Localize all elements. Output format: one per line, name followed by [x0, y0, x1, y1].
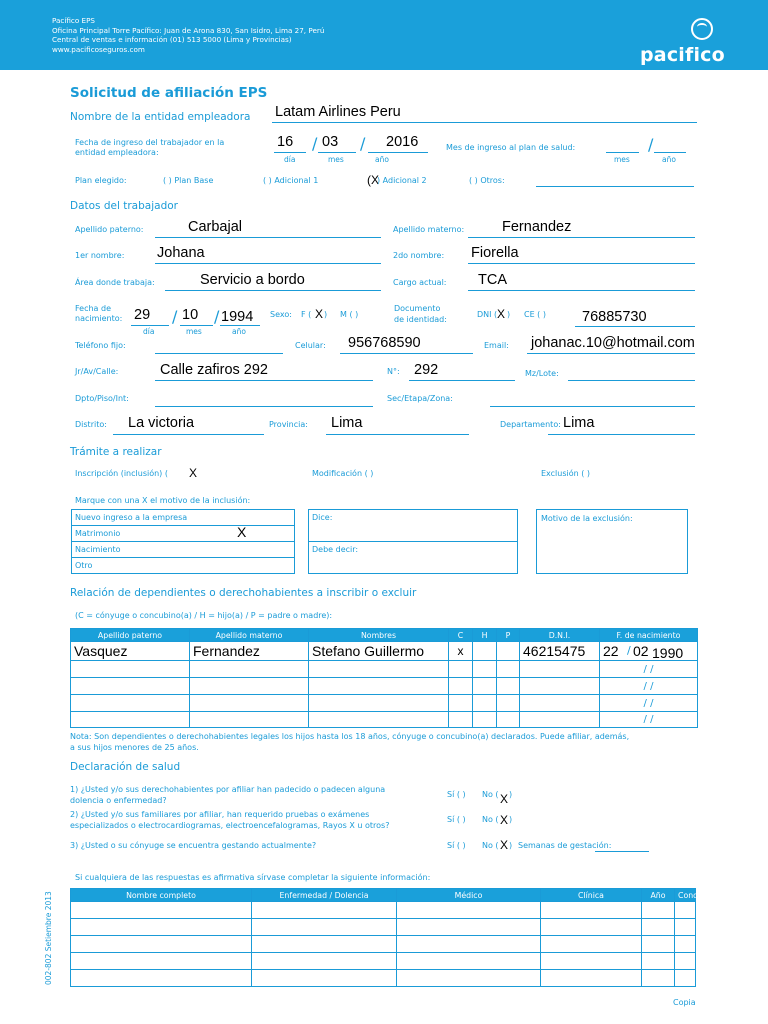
number-label: N°: [387, 367, 400, 376]
q2-yes[interactable]: Sí ( ) [447, 815, 466, 824]
col-c: C [449, 629, 473, 642]
cell[interactable] [473, 712, 497, 728]
inscription-mark[interactable]: X [189, 466, 198, 480]
dependents-table [70, 628, 698, 728]
reason-birth[interactable]: Nacimiento [72, 542, 294, 558]
cell[interactable] [71, 936, 252, 953]
date-slashes[interactable]: / / [600, 678, 698, 695]
table-row [71, 970, 696, 987]
q3-no[interactable]: No ( [482, 841, 499, 850]
street-label: Jr/Av/Calle: [75, 367, 119, 376]
dep-birth-month: 02 [633, 643, 649, 659]
col-p: P [497, 629, 520, 642]
q1-yes[interactable]: Sí ( ) [447, 790, 466, 799]
entry-day-line [274, 152, 306, 153]
table-row [71, 712, 698, 728]
cell[interactable] [71, 695, 190, 712]
sector-label: Sec/Etapa/Zona: [387, 394, 453, 403]
phone-line [155, 353, 283, 354]
area-value[interactable]: Servicio a bordo [200, 272, 305, 288]
number-line [409, 380, 515, 381]
q2-no-mark[interactable]: X [500, 813, 509, 827]
cell[interactable] [541, 936, 642, 953]
exclusion-reason-box[interactable] [536, 509, 688, 574]
cell[interactable] [190, 695, 309, 712]
col-names: Nombres [309, 629, 449, 642]
plan-adicional2-mark[interactable]: (X [367, 173, 379, 187]
sub-year: año [662, 155, 676, 164]
table-row [71, 642, 698, 661]
company-phone: Central de ventas e información (01) 513 5000 (Lima y Provincias) [52, 35, 292, 45]
exclusion-option[interactable]: Exclusión ( ) [541, 469, 591, 478]
date-slashes[interactable]: / / [600, 695, 698, 712]
cell[interactable] [675, 970, 696, 987]
cell[interactable] [675, 953, 696, 970]
q2-text-2: especializados o electrocardiogramas, electroencefalogramas, Rayos X u otros? [70, 821, 390, 830]
col-full-name: Nombre completo [71, 889, 252, 902]
should-say-field[interactable]: Debe decir: [312, 545, 359, 554]
block-label: Mz/Lote: [525, 369, 559, 378]
mobile-value[interactable]: 956768590 [348, 335, 421, 351]
cell[interactable] [642, 902, 675, 919]
cell[interactable] [190, 661, 309, 678]
date-slash: / [360, 134, 366, 153]
dep-maternal[interactable]: Fernandez [190, 642, 309, 661]
area-line [165, 290, 381, 291]
pacifico-logo-icon [691, 18, 713, 40]
paternal-label: Apellido paterno: [75, 225, 144, 234]
cell[interactable] [190, 678, 309, 695]
phone-label: Teléfono fijo: [75, 341, 126, 350]
department-label: Departamento: [500, 420, 561, 429]
col-birth: F. de nacimiento [600, 629, 698, 642]
company-web: www.pacificoseguros.com [52, 44, 145, 54]
street-line [155, 380, 373, 381]
cell[interactable] [642, 970, 675, 987]
entry-year-line [368, 152, 428, 153]
date-slash: / [172, 307, 178, 326]
birth-month-line [180, 325, 213, 326]
cell[interactable] [520, 712, 600, 728]
table-row [71, 661, 698, 678]
maternal-line [468, 237, 695, 238]
sub-day: día [143, 327, 155, 336]
date-slash: / [312, 134, 318, 153]
cell[interactable] [497, 695, 520, 712]
mobile-line [340, 353, 473, 354]
position-value[interactable]: TCA [478, 272, 507, 288]
province-value[interactable]: Lima [331, 415, 363, 431]
cell[interactable] [541, 919, 642, 936]
table-row [71, 695, 698, 712]
cell[interactable] [675, 902, 696, 919]
col-h: H [473, 629, 497, 642]
inclusion-reasons-box [71, 509, 295, 574]
procedure-section-title: Trámite a realizar [70, 446, 162, 458]
doc-label-2: de identidad: [394, 315, 447, 324]
province-line [326, 434, 469, 435]
cell[interactable] [642, 919, 675, 936]
employer-value[interactable]: Latam Airlines Peru [275, 104, 401, 120]
birth-label-2: nacimiento: [75, 314, 123, 323]
doc-value[interactable]: 76885730 [582, 309, 647, 325]
cell[interactable] [541, 953, 642, 970]
reason-marriage[interactable]: Matrimonio [72, 526, 294, 542]
maternal-label: Apellido materno: [393, 225, 465, 234]
q2-text: 2) ¿Usted y/o sus familiares por afiliar, han requerido pruebas o exámenes [70, 810, 370, 819]
entry-date-label: Fecha de ingreso del trabajador en la [75, 138, 225, 147]
plan-base-option[interactable]: ( ) Plan Base [163, 176, 214, 185]
form-code: 002-802 Setiembre 2013 [44, 891, 53, 985]
province-label: Provincia: [269, 420, 308, 429]
sub-day: día [284, 155, 296, 164]
dependents-note: Nota: Son dependientes o derechohabientes legales los hijos hasta los 18 años, cónyuge o concubino(a) declarados. Puede afiliar, además, [70, 732, 630, 741]
dep-paternal[interactable]: Vasquez [71, 642, 190, 661]
birth-day-line [131, 325, 169, 326]
sex-f-close: ) [324, 310, 328, 319]
col-clinic: Clínica [541, 889, 642, 902]
cell[interactable] [473, 678, 497, 695]
cell[interactable] [71, 953, 252, 970]
cell[interactable] [252, 902, 397, 919]
dependents-section-title: Relación de dependientes o derechohabientes a inscribir o excluir [70, 587, 417, 599]
cell[interactable] [252, 970, 397, 987]
header-contact [52, 16, 324, 54]
sub-month: mes [186, 327, 202, 336]
plan-adicional2-option[interactable]: ) Adicional 2 [377, 176, 427, 185]
q1-text-2: dolencia o enfermedad? [70, 796, 167, 805]
position-label: Cargo actual: [393, 278, 447, 287]
employer-label: Nombre de la entidad empleadora [70, 111, 251, 123]
plan-year-line [654, 152, 686, 153]
weeks-label: Semanas de gestación: [518, 841, 612, 850]
q2-no-close: ) [509, 815, 513, 824]
cell[interactable] [71, 712, 190, 728]
dep-birth-year: 1990 [652, 645, 684, 661]
cell[interactable] [71, 919, 252, 936]
table-row [71, 919, 696, 936]
email-label: Email: [484, 341, 509, 350]
dep-p[interactable] [497, 642, 520, 661]
cell[interactable] [252, 953, 397, 970]
cell[interactable] [71, 661, 190, 678]
cell[interactable] [473, 661, 497, 678]
cell[interactable] [449, 661, 473, 678]
col-illness: Enfermedad / Dolencia [252, 889, 397, 902]
cell[interactable] [541, 902, 642, 919]
col-dni: D.N.I. [520, 629, 600, 642]
street-value[interactable]: Calle zafiros 292 [160, 362, 268, 378]
entry-month-line [318, 152, 356, 153]
birth-label: Fecha de [75, 304, 111, 313]
sex-m-option[interactable]: M ( ) [340, 310, 359, 319]
reason-new-hire[interactable]: Nuevo ingreso a la empresa [72, 510, 294, 526]
first-name-label: 1er nombre: [75, 251, 125, 260]
col-maternal: Apellido materno [190, 629, 309, 642]
dni-mark[interactable]: X [497, 307, 506, 321]
paternal-value[interactable]: Carbajal [188, 219, 242, 235]
form-title: Solicitud de afiliación EPS [70, 85, 268, 101]
q3-no-close: ) [509, 841, 513, 850]
company-name: Pacífico EPS [52, 16, 95, 25]
col-paternal: Apellido paterno [71, 629, 190, 642]
plan-adicional1-option[interactable]: ( ) Adicional 1 [263, 176, 319, 185]
cell[interactable] [71, 902, 252, 919]
cell[interactable] [520, 661, 600, 678]
date-slash: / [627, 644, 631, 657]
area-label: Área donde trabaja: [75, 278, 155, 287]
first-name-value[interactable]: Johana [157, 245, 205, 261]
first-name-line [155, 263, 381, 264]
cell[interactable] [252, 936, 397, 953]
birth-year-line [220, 325, 260, 326]
worker-section-title: Datos del trabajador [70, 200, 178, 212]
doc-line [575, 326, 695, 327]
block-line [568, 380, 695, 381]
reason-prompt: Marque con una X el motivo de la inclusión: [75, 496, 251, 505]
cell[interactable] [473, 695, 497, 712]
second-name-line [468, 263, 695, 264]
cell[interactable] [675, 919, 696, 936]
cell[interactable] [397, 919, 541, 936]
position-line [468, 290, 695, 291]
cell[interactable] [449, 712, 473, 728]
table-row [71, 953, 696, 970]
entry-date-label-2: entidad empleadora: [75, 148, 159, 157]
sub-year: año [375, 155, 389, 164]
dep-dni[interactable]: 46215475 [520, 642, 600, 661]
date-slash: / [214, 307, 220, 326]
pacifico-logo-text: pacifico [640, 44, 725, 66]
dep-birth-day: 22 [603, 643, 619, 659]
paternal-line [155, 237, 381, 238]
district-line [113, 434, 264, 435]
cell[interactable] [71, 678, 190, 695]
entry-month[interactable]: 03 [322, 134, 339, 150]
dependents-note-2: a sus hijos menores de 25 años. [70, 743, 199, 752]
plan-otros-option[interactable]: ( ) Otros: [469, 176, 505, 185]
sub-month: mes [328, 155, 344, 164]
table-row [71, 902, 696, 919]
says-field[interactable]: Dice: [309, 510, 517, 542]
copy-label: Copia [673, 998, 696, 1007]
q1-no[interactable]: No ( [482, 790, 499, 799]
birth-month[interactable]: 10 [182, 307, 199, 323]
cell[interactable] [397, 902, 541, 919]
cell[interactable] [397, 953, 541, 970]
q3-yes[interactable]: Sí ( ) [447, 841, 466, 850]
exclusion-reason-label: Motivo de la exclusión: [541, 514, 633, 523]
birth-day[interactable]: 29 [134, 307, 151, 323]
q3-no-mark[interactable]: X [500, 838, 509, 852]
email-line [527, 353, 695, 354]
reason-other[interactable]: Otro [75, 561, 93, 570]
department-value[interactable]: Lima [563, 415, 595, 431]
weeks-line [595, 851, 649, 852]
sex-f-option[interactable]: F ( [301, 310, 312, 319]
reason-marriage-mark[interactable]: X [237, 524, 247, 540]
cell[interactable] [71, 970, 252, 987]
dependents-header-row [71, 629, 698, 642]
cell[interactable] [252, 919, 397, 936]
mobile-label: Celular: [295, 341, 326, 350]
inscription-option[interactable]: Inscripción (inclusión) ( [75, 469, 168, 478]
cell[interactable] [190, 712, 309, 728]
dep-c[interactable]: x [449, 642, 473, 661]
sex-f-mark[interactable]: X [315, 307, 324, 321]
dep-h[interactable] [473, 642, 497, 661]
cell[interactable] [449, 678, 473, 695]
cell[interactable] [520, 678, 600, 695]
company-address: Oficina Principal Torre Pacífico: Juan de Arona 830, San Isidro, Lima 27, Perú [52, 25, 325, 35]
dni-close: ) [507, 310, 511, 319]
cell[interactable] [309, 661, 449, 678]
second-name-value[interactable]: Fiorella [471, 245, 519, 261]
cell[interactable] [497, 678, 520, 695]
apt-line [155, 406, 373, 407]
maternal-value[interactable]: Fernandez [502, 219, 572, 235]
dep-birth[interactable] [600, 642, 698, 661]
col-doctor: Médico [397, 889, 541, 902]
health-table [70, 888, 743, 987]
department-line [548, 434, 695, 435]
health-section-title: Declaración de salud [70, 761, 181, 773]
birth-year[interactable]: 1994 [221, 309, 254, 325]
table-row [71, 678, 698, 695]
date-slash: / [648, 135, 654, 154]
correction-box [308, 509, 518, 574]
plan-label: Plan elegido: [75, 176, 127, 185]
apt-label: Dpto/Piso/Int: [75, 394, 129, 403]
ce-option[interactable]: CE ( ) [524, 310, 546, 319]
email-value[interactable]: johanac.10@hotmail.com [531, 335, 695, 351]
date-slashes[interactable]: / / [600, 661, 698, 678]
number-value[interactable]: 292 [414, 362, 439, 378]
dep-names[interactable]: Stefano Guillermo [309, 642, 449, 661]
sex-label: Sexo: [270, 310, 292, 319]
plan-month-label: Mes de ingreso al plan de salud: [446, 143, 576, 152]
sub-month: mes [614, 155, 630, 164]
dni-option[interactable]: DNI ( [477, 310, 498, 319]
cell[interactable] [642, 953, 675, 970]
q2-no[interactable]: No ( [482, 815, 499, 824]
col-year: Año [642, 889, 675, 902]
plan-month-line [606, 152, 639, 153]
cell[interactable] [520, 695, 600, 712]
sector-line [490, 406, 695, 407]
entry-day[interactable]: 16 [277, 134, 294, 150]
q3-text: 3) ¿Usted o su cónyuge se encuentra gestando actualmente? [70, 841, 317, 850]
entry-year[interactable]: 2016 [386, 134, 419, 150]
employer-line [272, 122, 697, 123]
cell[interactable] [675, 936, 696, 953]
doc-label: Documento [394, 304, 441, 313]
q1-text: 1) ¿Usted y/o sus derechohabientes por afiliar han padecido o padecen alguna [70, 785, 386, 794]
plan-otros-line [536, 186, 694, 187]
q1-no-mark[interactable]: X [500, 792, 509, 806]
dependents-legend: (C = cónyuge o concubino(a) / H = hijo(a) / P = padre o madre): [75, 611, 333, 620]
date-slashes[interactable]: / / [600, 712, 698, 728]
cell[interactable] [309, 678, 449, 695]
cell[interactable] [309, 712, 449, 728]
cell[interactable] [449, 695, 473, 712]
sub-year: año [232, 327, 246, 336]
modification-option[interactable]: Modificación ( ) [312, 469, 374, 478]
cell[interactable] [397, 936, 541, 953]
district-value[interactable]: La victoria [128, 415, 195, 431]
cell[interactable] [497, 661, 520, 678]
second-name-label: 2do nombre: [393, 251, 445, 260]
cell[interactable] [309, 695, 449, 712]
q1-no-close: ) [509, 790, 513, 799]
table-row [71, 936, 696, 953]
health-header-row [71, 889, 696, 902]
cell[interactable] [642, 936, 675, 953]
cell[interactable] [541, 970, 642, 987]
cell[interactable] [497, 712, 520, 728]
cell[interactable] [397, 970, 541, 987]
health-prompt: Si cualquiera de las respuestas es afirmativa sírvase completar la siguiente información: [75, 873, 431, 882]
district-label: Distrito: [75, 420, 107, 429]
col-condition: Condición actual [675, 889, 696, 902]
